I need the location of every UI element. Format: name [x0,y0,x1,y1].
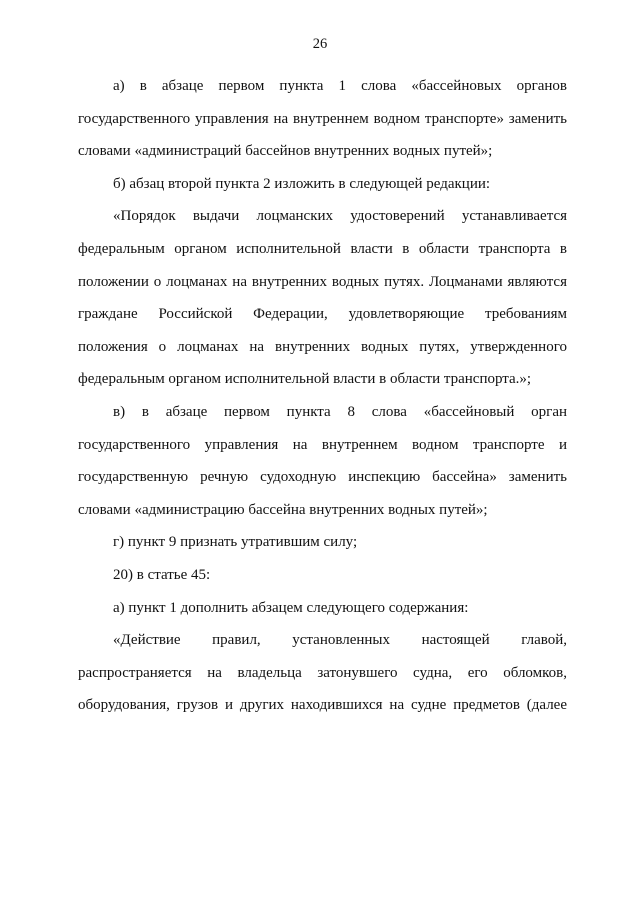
paragraph-amendment-v: в) в абзаце первом пункта 8 слова «бассейновый орган государственного управления на внутреннем водном транспорте и государственную речную судоходную инспекцию бассейна» заменить словами «администрацию бассейна внутренних водных путей»; [78,403,567,518]
paragraph-amendment-b: б) абзац второй пункта 2 изложить в следующей редакции: [113,175,491,192]
paragraph-amendment-g: г) пункт 9 признать утратившим силу; [113,534,358,551]
page-number: 26 [312,36,328,52]
document-body [78,70,567,722]
paragraph-amendment-a: а) в абзаце первом пункта 1 слова «бассейновых органов государственного управления на внутреннем водном транспорте» заменить словами «администраций бассейнов внутренних водных путей»; [78,78,567,160]
paragraph-quoted-sunken-vessel: «Действие правил, установленных настоящей главой, распространяется на владельца затонувшего судна, его обломков, оборудования, грузов и других находившихся на судне предметов (далее [78,632,567,714]
paragraph-article-45-a: а) пункт 1 дополнить абзацем следующего содержания: [113,599,469,616]
paragraph-quoted-pilot-certificates: «Порядок выдачи лоцманских удостоверений устанавливается федеральным органом исполнительной власти в области транспорта в положении о лоцманах на внутренних водных путях. Лоцманами являются граждане Российской Федерации, удовлетворяющие требованиям положения о лоцманах на внутренних водных путях, утвержденного федеральным органом исполнительной власти в области транспорта.»; [78,208,567,388]
paragraph-article-45: 20) в статье 45: [113,566,211,583]
